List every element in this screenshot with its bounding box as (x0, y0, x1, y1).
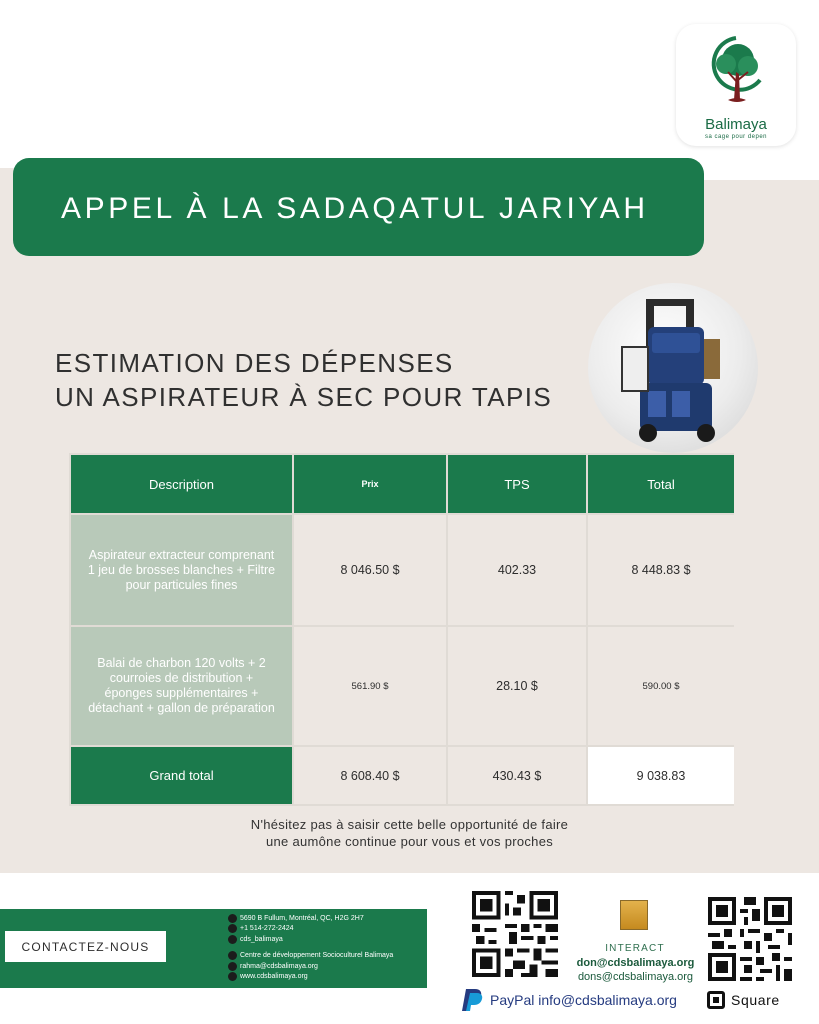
note-line-1: N'hésitez pas à saisir cette belle opportunité de faire (250, 817, 569, 832)
contact-website[interactable]: www.cdsbalimaya.org (228, 972, 393, 983)
contact-list (228, 913, 393, 982)
grand-total-tps: 430.43 $ (448, 747, 586, 804)
location-icon (228, 914, 237, 923)
grand-total-total: 9 038.83 (588, 747, 734, 804)
interac-logo-icon (620, 900, 648, 930)
row1-total: 8 448.83 $ (588, 515, 734, 625)
square-label: Square (731, 992, 780, 1008)
carpet-extractor-image (588, 283, 758, 453)
contact-address: 5690 B Fullum, Montréal, QC, H2G 2H7 (228, 913, 393, 924)
facebook-icon (228, 951, 237, 960)
instagram-icon (228, 935, 237, 944)
row2-prix: 561.90 $ (294, 627, 446, 745)
brand-logo (676, 24, 796, 146)
row1-description: Aspirateur extracteur comprenant 1 jeu de brosses blanches + Filtre pour particules fines (71, 515, 292, 625)
header-description: Description (71, 455, 292, 513)
contact-phone[interactable]: +1 514-272-2424 (228, 924, 393, 935)
header-total: Total (588, 455, 734, 513)
square-logo-icon (707, 991, 725, 1009)
contact-instagram[interactable]: cds_balimaya (228, 934, 393, 945)
contact-us-button[interactable]: CONTACTEZ-NOUS (5, 931, 166, 962)
row2-tps: 28.10 $ (448, 627, 586, 745)
expense-table (69, 453, 734, 806)
brand-name: Balimaya (705, 116, 767, 133)
interac-qr-code-icon[interactable] (472, 891, 558, 977)
contact-facebook[interactable]: Centre de développement Socioculturel Balimaya (228, 951, 393, 962)
row2-total: 590.00 $ (588, 627, 734, 745)
grand-total-label: Grand total (71, 747, 292, 804)
tree-logo-icon (704, 34, 768, 118)
vacuum-photo (588, 283, 758, 453)
brand-tagline: sa cage pour depen (704, 134, 768, 140)
interac-email-primary[interactable]: don@cdsbalimaya.org (576, 957, 695, 969)
header-prix: Prix (294, 455, 446, 513)
grand-total-prix: 8 608.40 $ (294, 747, 446, 804)
note-line-2: une aumône continue pour vous et vos proches (265, 834, 554, 849)
row1-prix: 8 046.50 $ (294, 515, 446, 625)
paypal-info[interactable]: PayPal info@cdsbalimaya.org (490, 992, 677, 1008)
web-icon (228, 972, 237, 981)
paypal-icon (462, 987, 484, 1013)
interac-email-secondary[interactable]: dons@cdsbalimaya.org (577, 971, 694, 983)
phone-icon (228, 924, 237, 933)
title-banner (13, 158, 704, 256)
heading-line-2: UN ASPIRATEUR À SEC POUR TAPIS (55, 382, 553, 412)
row1-tps: 402.33 (448, 515, 586, 625)
contact-email[interactable]: rahma@cdsbalimaya.org (228, 961, 393, 972)
email-icon (228, 962, 237, 971)
banner-title: APPEL À LA SADAQATUL JARIYAH (61, 192, 649, 225)
row2-description: Balai de charbon 120 volts + 2 courroies de distribution + éponges supplémentaires + détachant + gallon de préparation (71, 627, 292, 745)
header-tps: TPS (448, 455, 586, 513)
interac-label: INTERACT (605, 943, 665, 954)
square-qr-code-icon[interactable] (708, 897, 792, 981)
heading-line-1: ESTIMATION DES DÉPENSES (55, 348, 454, 378)
